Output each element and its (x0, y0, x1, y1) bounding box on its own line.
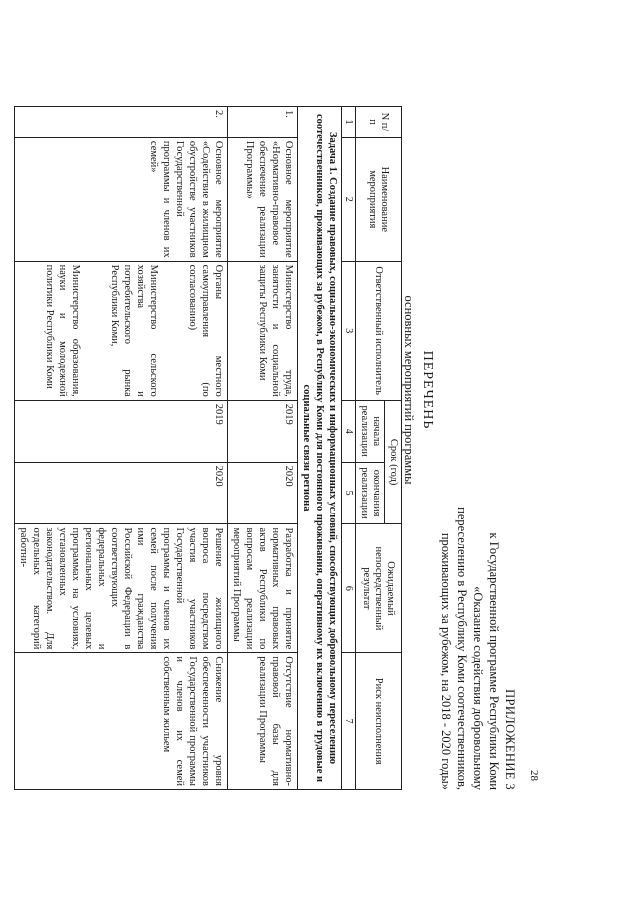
row-executor: Министерство сельского хозяйства и потребительского рынка Республики Коми, (109, 264, 159, 397)
appendix-line-3: переселению в Республику Коми соотечественников, (455, 507, 469, 790)
table-row (228, 107, 298, 790)
appendix-line-4: проживающих за рубежом, на 2018 - 2020 годы» (439, 532, 453, 790)
column-numbers-row (342, 107, 356, 790)
header-end: окончания реализации (356, 462, 385, 524)
header-executor: Ответственный исполнитель (356, 261, 402, 400)
header-row (385, 107, 402, 790)
row-num: 2. (15, 107, 228, 138)
row-executor: Министерство образования, науки и молодежной политики Республики Коми (44, 264, 81, 397)
document-title: ПЕРЕЧЕНЬ (420, 350, 435, 430)
row-executor-cell (15, 261, 228, 400)
table-row (15, 107, 228, 790)
row-start: 2019 (228, 400, 298, 462)
document-subtitle: основных мероприятий программы (402, 295, 416, 485)
row-executor: Органы местного самоуправления (по согласованию) (187, 264, 224, 397)
header-num: N п/п (356, 107, 402, 138)
col-number: 6 (342, 524, 356, 653)
row-num: 1. (228, 107, 298, 138)
col-number: 3 (342, 261, 356, 400)
row-risk: Отсутствие нормативно-правовой базы для реализации Программы (228, 653, 298, 790)
header-result: Ожидаемый непосредственный результат (356, 524, 402, 653)
task-text: Задача 1. Создание правовых, социально-экономических и информационных условий, способствующих добровольному переселению соотечественников, проживающих за рубежом, в Республику Коми для постоянного проживания, оперативному их включению в трудовые и социальные связи региона (298, 107, 342, 790)
col-number: 5 (342, 462, 356, 524)
row-name: Основное мероприятие «Содействие в жилищном обустройстве участников Государственной программы и членов их семей» (15, 137, 228, 261)
task-row (298, 107, 342, 790)
row-end: 2020 (228, 462, 298, 524)
appendix-header (438, 300, 518, 790)
row-result: Разработка и принятие нормативных правовых актов Республики по вопросам реализации мероприятий Программы (228, 524, 298, 653)
measures-table (14, 106, 402, 790)
row-start: 2019 (15, 400, 228, 462)
col-number: 1 (342, 107, 356, 138)
col-number: 4 (342, 400, 356, 462)
header-start: начала реализации (356, 400, 385, 462)
row-result: Решение жилищного вопроса посредством участия участников Государственной программы и членов их семей после получения ими гражданства Российской Федерации в соответствующих федеральных и региональных целевых программах на условиях, установленных законодательством. Для отдельных категорий работни- (15, 524, 228, 653)
col-number: 7 (342, 653, 356, 790)
header-term: Срок (год) (385, 400, 402, 524)
row-end: 2020 (15, 462, 228, 524)
appendix-line-2: «Оказание содействия добровольному (471, 586, 485, 790)
header-risk: Риск неисполнения (356, 653, 402, 790)
header-name: Наименование мероприятия (356, 137, 402, 261)
page-number: 28 (528, 770, 540, 781)
document-heading (401, 160, 435, 620)
col-number: 2 (342, 137, 356, 261)
row-executor: Министерство труда, занятости и социальной защиты Республики Коми (228, 261, 298, 400)
appendix-title: ПРИЛОЖЕНИЕ 3 (503, 689, 517, 790)
appendix-line-1: к Государственной программе Республики Коми (487, 532, 501, 790)
row-risk: Снижение уровня обеспеченности участников Государственной программы и членов их семей собственным жильем (15, 653, 228, 790)
row-name: Основное мероприятие «Нормативно-правовое обеспечение реализации Программы» (228, 137, 298, 261)
